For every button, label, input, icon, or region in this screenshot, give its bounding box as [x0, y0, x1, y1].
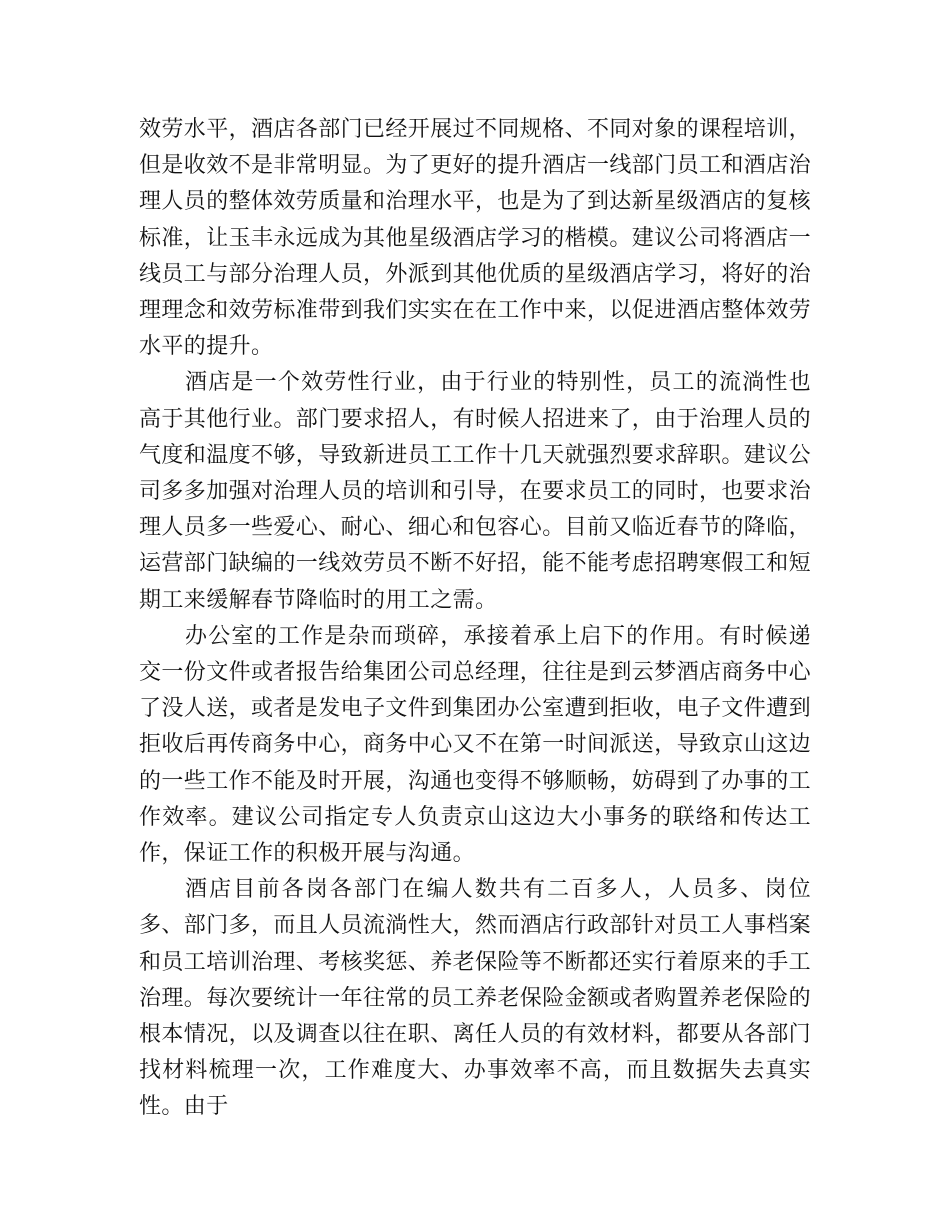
paragraph-1: 效劳水平，酒店各部门已经开展过不同规格、不同对象的课程培训，但是收效不是非常明显。为了更好的提升酒店一线部门员工和酒店治理人员的整体效劳质量和治理水平，也是为了到达新星级酒店的复核标准，让玉丰永远成为其他星级酒店学习的楷模。建议公司将酒店一线员工与部分治理人员，外派到其他优质的星级酒店学习，将好的治理理念和效劳标准带到我们实实在在工作中来，以促进酒店整体效劳水平的提升。	[139, 117, 812, 360]
paragraph-3: 办公室的工作是杂而琐碎，承接着承上启下的作用。有时候递交一份文件或者报告给集团公司总经理，往往是到云梦酒店商务中心了没人送，或者是发电子文件到集团办公室遭到拒收，电子文件遭到拒收后再传商务中心，商务中心又不在第一时间派送，导致京山这边的一些工作不能及时开展，沟通也变得不够顺畅，妨碍到了办事的工作效率。建议公司指定专人负责京山这边大小事务的联络和传达工作，保证工作的积极开展与沟通。	[139, 623, 812, 867]
document-body	[139, 112, 811, 1126]
paragraph-4: 酒店目前各岗各部门在编人数共有二百多人，人员多、岗位多、部门多，而且人员流淌性大，然而酒店行政部针对员工人事档案和员工培训治理、考核奖惩、养老保险等不断都还实行着原来的手工治理。每次要统计一年往常的员工养老保险金额或者购置养老保险的根本情况，以及调查以往在职、离任人员的有效材料，都要从各部门找材料梳理一次，工作难度大、办事效率不高，而且数据失去真实性。由于	[139, 877, 812, 1120]
paragraph-2: 酒店是一个效劳性行业，由于行业的特别性，员工的流淌性也高于其他行业。部门要求招人，有时候人招进来了，由于治理人员的气度和温度不够，导致新进员工工作十几天就强烈要求辞职。建议公司多多加强对治理人员的培训和引导，在要求员工的同时，也要求治理人员多一些爱心、耐心、细心和包容心。目前又临近春节的降临，运营部门缺编的一线效劳员不断不好招，能不能考虑招聘寒假工和短期工来缓解春节降临时的用工之需。	[139, 370, 812, 613]
